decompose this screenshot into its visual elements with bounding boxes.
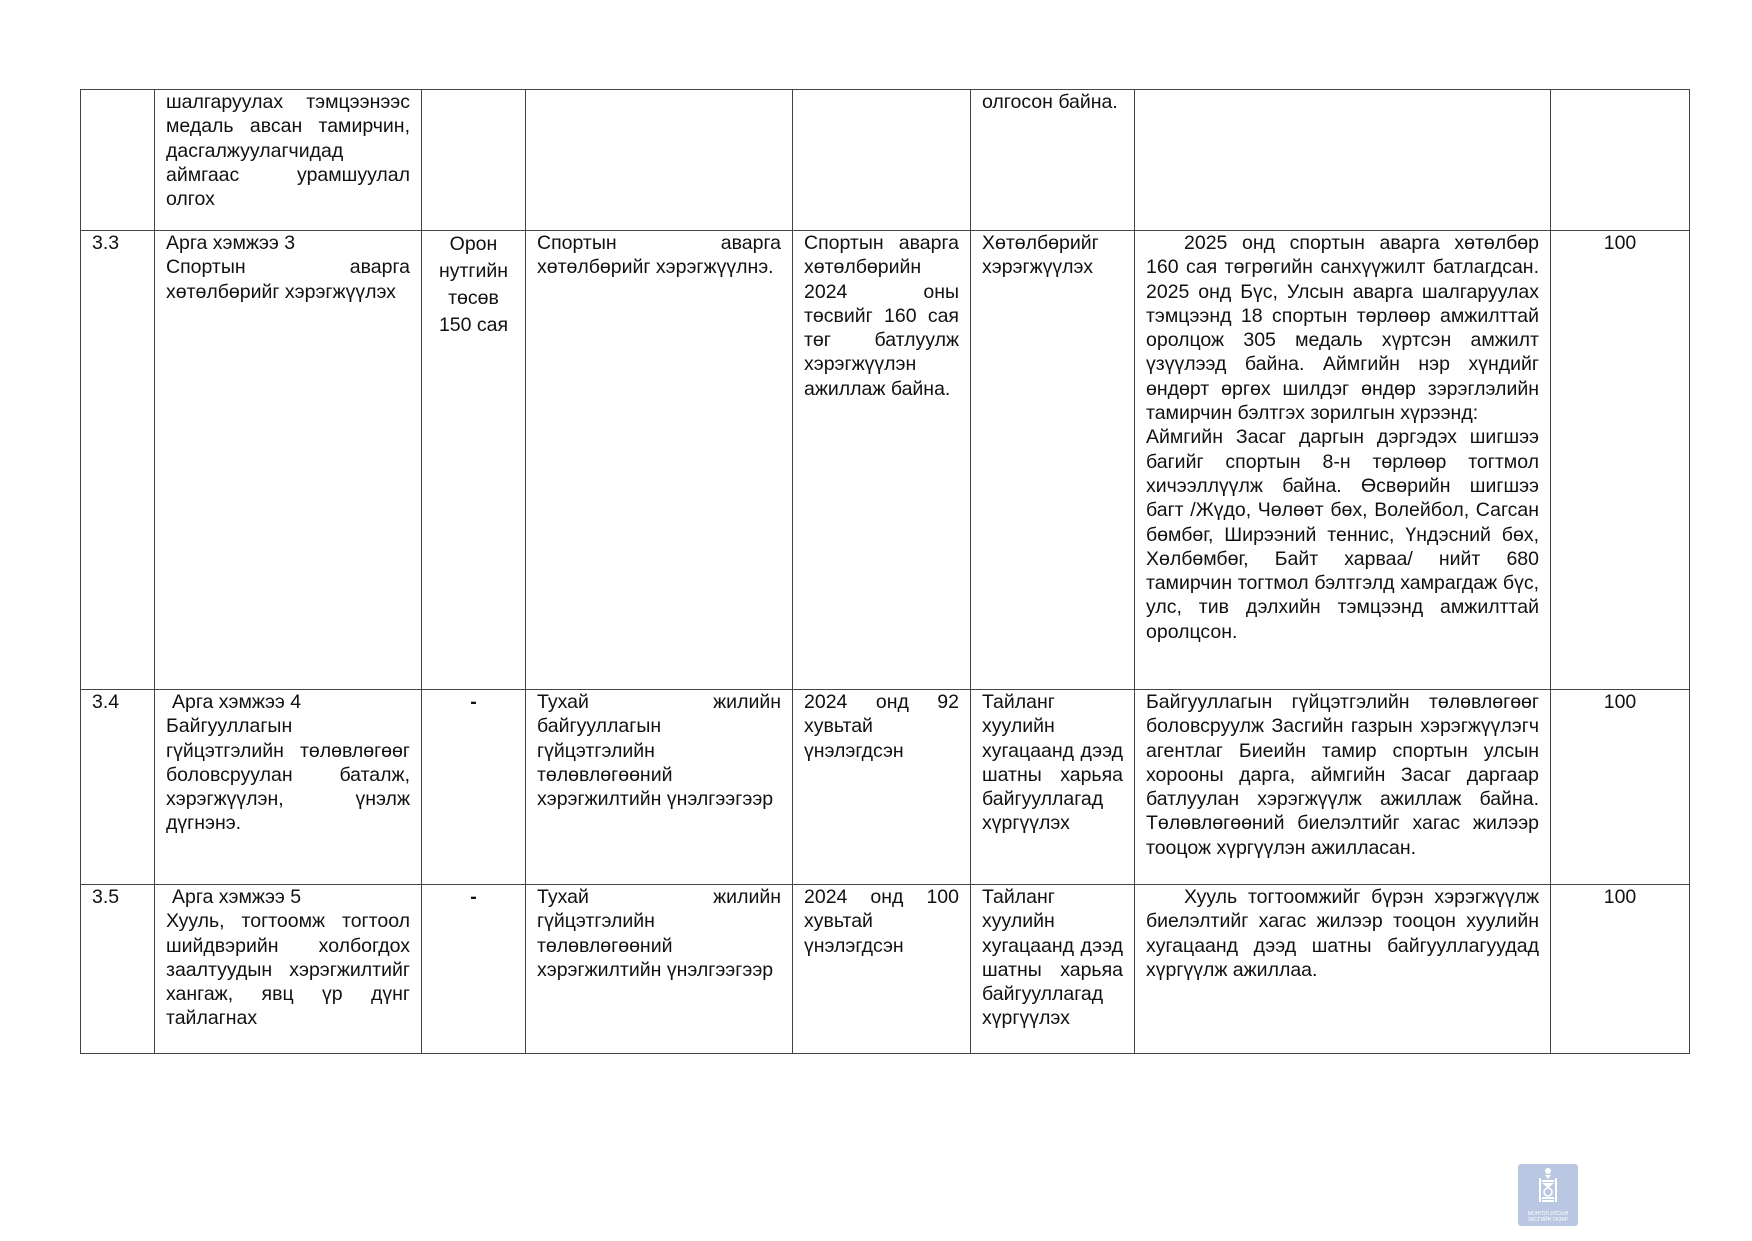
measure-title: Арга хэмжээ 4: [172, 691, 302, 713]
soyombo-emblem-icon: [1518, 1164, 1578, 1208]
target-cell: [971, 90, 1135, 231]
measure-cell: [155, 90, 422, 231]
target-cell: [971, 231, 1135, 690]
measure-title: Арга хэмжээ 5: [172, 886, 302, 908]
criteria-text: Спортын аварга хөтөлбөрийг хэрэгжүүлнэ.: [537, 232, 781, 279]
score-value: 100: [1603, 691, 1637, 713]
table-row: [81, 690, 1690, 885]
score-cell: [1551, 231, 1690, 690]
baseline-cell: [793, 90, 971, 231]
baseline-cell: [793, 690, 971, 885]
target-text: олгосон байна.: [982, 91, 1118, 113]
measure-text: Хууль, тогтоомж тогтоол шийдвэрийн холбогдох заалтуудын хэрэгжилтийг хангаж, явц үр дүнг тайлагнах: [166, 910, 410, 1030]
score-cell: [1551, 690, 1690, 885]
criteria-cell: [526, 231, 793, 690]
score-value: 100: [1603, 886, 1637, 908]
score-value: 100: [1603, 232, 1637, 254]
target-text: Хөтөлбөрийг хэрэгжүүлэх: [982, 232, 1099, 279]
target-text: Тайланг хуулийн хугацаанд дээд шатны харьяа байгууллагад хүргүүлэх: [982, 886, 1123, 1030]
target-cell: [971, 885, 1135, 1054]
progress-cell: [1135, 231, 1551, 690]
table-row: [81, 90, 1690, 231]
budget-cell: [422, 885, 526, 1054]
row-number: 3.4: [81, 690, 155, 885]
progress-cell: [1135, 885, 1551, 1054]
measure-cell: [155, 885, 422, 1054]
baseline-cell: [793, 231, 971, 690]
progress-cell: [1135, 90, 1551, 231]
score-cell: [1551, 885, 1690, 1054]
target-cell: [971, 690, 1135, 885]
row-number: 3.3: [81, 231, 155, 690]
criteria-cell: [526, 90, 793, 231]
measure-cell: [155, 690, 422, 885]
criteria-cell: [526, 885, 793, 1054]
progress-text: 2025 онд спортын аварга хөтөлбөр 160 сая төгрөгийн санхүүжилт батлагдсан. 2025 онд Бүс, Улсын аварга шалгаруулах тэмцээнд 18 спортын төрлөөр амжилттай оролцож 305 медаль хүртсэн амжилт үзүүлээд байна. Аймгийн нэр хүндийг өндөрт өргөх шилдэг өндөр зэрэглэлийн тамирчин бэлтгэх зорилгын хүрээнд:: [1146, 232, 1539, 425]
progress-cell: [1135, 690, 1551, 885]
seal-caption: МОНГОЛ УЛСЫН ЗАСГИЙН ГАЗАР: [1527, 1211, 1569, 1223]
measure-cell: [155, 231, 422, 690]
table-row: [81, 885, 1690, 1054]
progress-text: Хууль тогтоомжийг бүрэн хэрэгжүүлж биелэлтийг хагас жилээр тооцон хуулийн хугацаанд дээд шатны байгууллагуудад хүргүүлж ажиллаа.: [1146, 886, 1539, 981]
budget-cell: [422, 231, 526, 690]
budget-cell: [422, 90, 526, 231]
measure-title: Арга хэмжээ 3: [166, 232, 296, 254]
row-number: 3.5: [81, 885, 155, 1054]
measure-text: Спортын аварга хөтөлбөрийг хэрэгжүүлэх: [166, 256, 410, 303]
budget-text: -: [470, 886, 477, 908]
budget-cell: [422, 690, 526, 885]
progress-text-2: Аймгийн Засаг даргын дэргэдэх шигшээ багийг спортын 8-н төрлөөр тогтмол хичээллүүлж байна. Өсвөрийн шигшээ багт /Жүдо, Чөлөөт бөх, Волейбол, Сагсан бөмбөг, Ширээний теннис, Үндэсний бөх, Хөлбөмбөг, Байт харваа/ нийт 680 тамирчин тогтмол бэлтгэлд хамрагдаж бүс, улс, тив дэлхийн тэмцээнд амжилттай оролцсон.: [1146, 426, 1539, 643]
government-seal: [1518, 1164, 1578, 1226]
budget-text: Орон нутгийн төсөв 150 сая: [438, 233, 509, 336]
row-number: [81, 90, 155, 231]
progress-text: Байгууллагын гүйцэтгэлийн төлөвлөгөөг боловсруулж Засгийн газрын хэрэгжүүлэгч агентлаг Биеийн тамир спортын улсын хорооны дарга, аймгийн Засаг даргаар батлуулан хэрэгжүүлж ажиллаж байна. Төлөвлөгөөний биелэлтийг хагас жилээр тооцож хүргүүлэн ажилласан.: [1146, 691, 1539, 859]
score-cell: [1551, 90, 1690, 231]
criteria-cell: [526, 690, 793, 885]
budget-text: -: [470, 691, 477, 713]
baseline-text: 2024 онд 92 хувьтай үнэлэгдсэн: [804, 691, 959, 762]
table-row: [81, 231, 1690, 690]
target-text: Тайланг хуулийн хугацаанд дээд шатны харьяа байгууллагад хүргүүлэх: [982, 691, 1123, 835]
measure-text: Байгууллагын гүйцэтгэлийн төлөвлөгөөг боловсруулан баталж, хэрэгжүүлэн, үнэлж дүгнэнэ.: [166, 715, 410, 835]
baseline-text: Спортын аварга хөтөлбөрийн 2024 оны төсвийг 160 сая төг батлуулж хэрэгжүүлэн ажиллаж байна.: [804, 232, 959, 400]
baseline-cell: [793, 885, 971, 1054]
measures-table: [80, 89, 1690, 1054]
measure-text: шалгаруулах тэмцээнээс медаль авсан тамирчин, дасгалжуулагчидад аймгаас урамшуулал олгох: [166, 91, 410, 211]
baseline-text: 2024 онд 100 хувьтай үнэлэгдсэн: [804, 886, 959, 957]
criteria-text: Тухай жилийн байгууллагын гүйцэтгэлийн төлөвлөгөөний хэрэгжилтийн үнэлгээгээр: [537, 691, 781, 811]
criteria-text: Тухай жилийн гүйцэтгэлийн төлөвлөгөөний хэрэгжилтийн үнэлгээгээр: [537, 886, 781, 981]
